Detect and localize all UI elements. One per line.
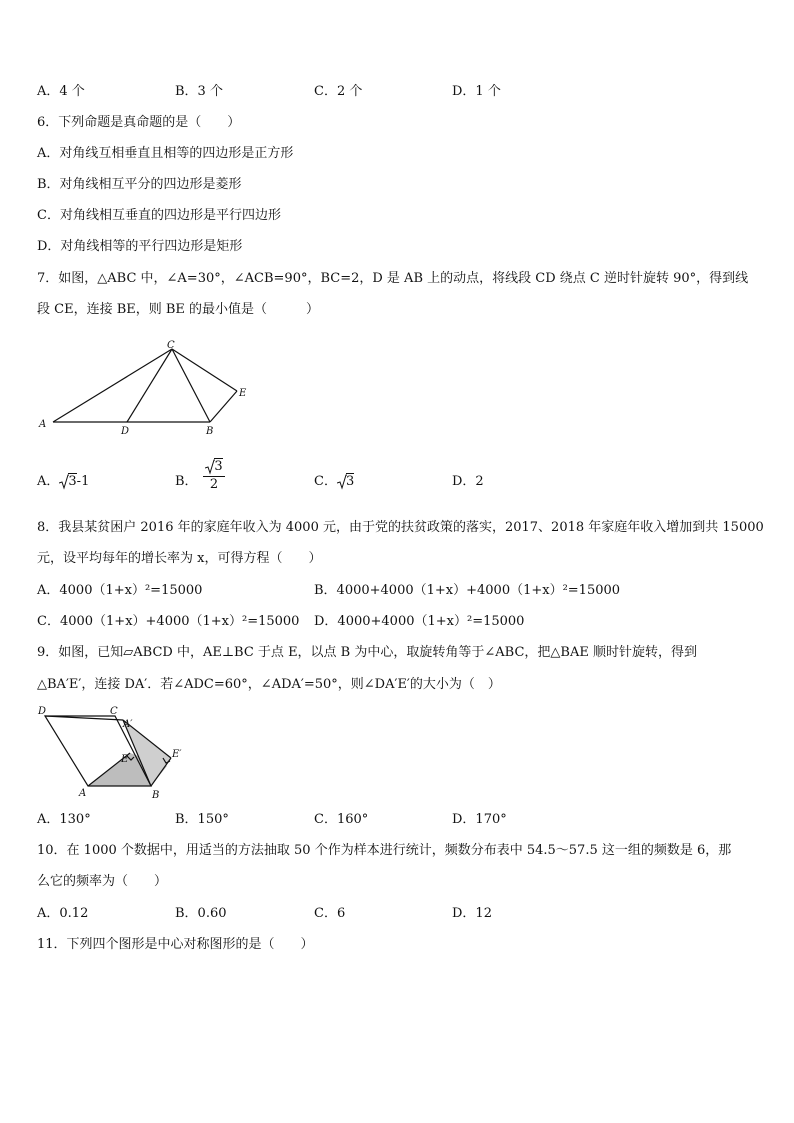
q9-option-a: A．130° (37, 812, 91, 827)
q8-stem-line2: 元，设平均每年的增长率为 x，可得方程（ ） (37, 551, 322, 566)
q7-option-a-radicand: 3 (68, 474, 77, 489)
q6-option-d: D．对角线相等的平行四边形是矩形 (37, 239, 243, 254)
segment-ce (172, 349, 237, 391)
q8-stem-line1: 8．我县某贫困户 2016 年的家庭年收入为 4000 元，由于党的扶贫政策的落实，2017、2018 年家庭年收入增加到共 15000 (37, 520, 764, 535)
q7-option-c (314, 474, 354, 490)
label-e-prime: E′ (172, 749, 182, 760)
label-d: D (38, 706, 47, 717)
q9-option-d: D．170° (452, 812, 507, 827)
q5-option-d: D．1 个 (452, 84, 501, 99)
label-a-prime: A′ (123, 719, 133, 730)
label-e: E (121, 754, 129, 765)
q10-stem-line2: 么它的频率为（ ） (37, 874, 168, 889)
segment-be (210, 391, 237, 422)
segment-bc (172, 349, 210, 422)
q11-stem: 11．下列四个图形是中心对称图形的是（ ） (37, 937, 314, 952)
q9-option-b: B．150° (175, 812, 229, 827)
label-c: C (167, 340, 175, 351)
label-a: A (39, 419, 47, 430)
q10-stem-line1: 10．在 1000 个数据中，用适当的方法抽取 50 个作为样本进行统计，频数分布表中 54.5～57.5 这一组的频数是 6，那 (37, 843, 732, 858)
q10-option-a: A．0.12 (37, 906, 89, 921)
q7-option-a-suffix: -1 (76, 474, 90, 489)
q7-option-b-radicand: 3 (214, 459, 223, 474)
q6-option-a: A．对角线互相垂直且相等的四边形是正方形 (37, 146, 294, 161)
q10-option-c: C．6 (314, 906, 346, 921)
q10-option-b: B．0.60 (175, 906, 227, 921)
segment-cd (127, 349, 172, 422)
q7-option-b-denominator: 2 (203, 476, 225, 493)
q7-option-a-prefix: A． (37, 474, 60, 489)
label-a: A (79, 788, 87, 799)
q7-option-c-radicand: 3 (345, 474, 355, 489)
q7-figure (35, 338, 255, 438)
sqrt-sign-icon (337, 474, 354, 490)
q5-option-c: C．2 个 (314, 84, 363, 99)
q8-option-c: C．4000（1+x）+4000（1+x）²=15000 (37, 614, 300, 629)
label-b: B (206, 426, 214, 437)
q7-option-c-prefix: C． (314, 474, 337, 489)
q5-option-b: B．3 个 (175, 84, 223, 99)
q7-option-d: D．2 (452, 474, 484, 489)
label-d: D (121, 426, 130, 437)
q5-option-a: A．4 个 (37, 84, 85, 99)
q6-option-c: C．对角线相互垂直的四边形是平行四边形 (37, 208, 281, 223)
q6-option-b: B．对角线相互平分的四边形是菱形 (37, 177, 242, 192)
q9-figure (35, 700, 195, 805)
q8-option-b: B．4000+4000（1+x）+4000（1+x）²=15000 (314, 583, 621, 598)
label-b: B (152, 790, 160, 801)
q7-option-a (37, 474, 89, 490)
q7-stem-line2: 段 CE，连接 BE，则 BE 的最小值是（ ） (37, 302, 320, 317)
q9-stem-line1: 9．如图，已知▱ABCD 中，AE⊥BC 于点 E，以点 B 为中心，取旋转角等于∠ABC，把△BAE 顺时针旋转，得到 (37, 645, 697, 660)
sqrt-sign-icon (205, 459, 222, 475)
label-c: C (110, 706, 118, 717)
q9-option-c: C．160° (314, 812, 369, 827)
label-e: E (239, 388, 247, 399)
q8-option-a: A．4000（1+x）²=15000 (37, 583, 203, 598)
sqrt-sign-icon (59, 474, 76, 490)
q8-option-d: D．4000+4000（1+x）²=15000 (314, 614, 525, 629)
q7-option-b-prefix: B． (175, 474, 198, 489)
q7-stem-line1: 7．如图，△ABC 中，∠A=30°，∠ACB=90°，BC=2，D 是 AB 上的动点，将线段 CD 绕点 C 逆时针旋转 90°，得到线 (37, 271, 749, 286)
segment-ac (53, 349, 172, 422)
q10-option-d: D．12 (452, 906, 492, 921)
q7-option-b-fraction (203, 459, 225, 493)
q6-stem: 6．下列命题是真命题的是（ ） (37, 115, 241, 130)
q9-stem-line2: △BA′E′，连接 DA′．若∠ADC=60°，∠ADA′=50°，则∠DA′E′的大小为（ ） (37, 677, 501, 692)
